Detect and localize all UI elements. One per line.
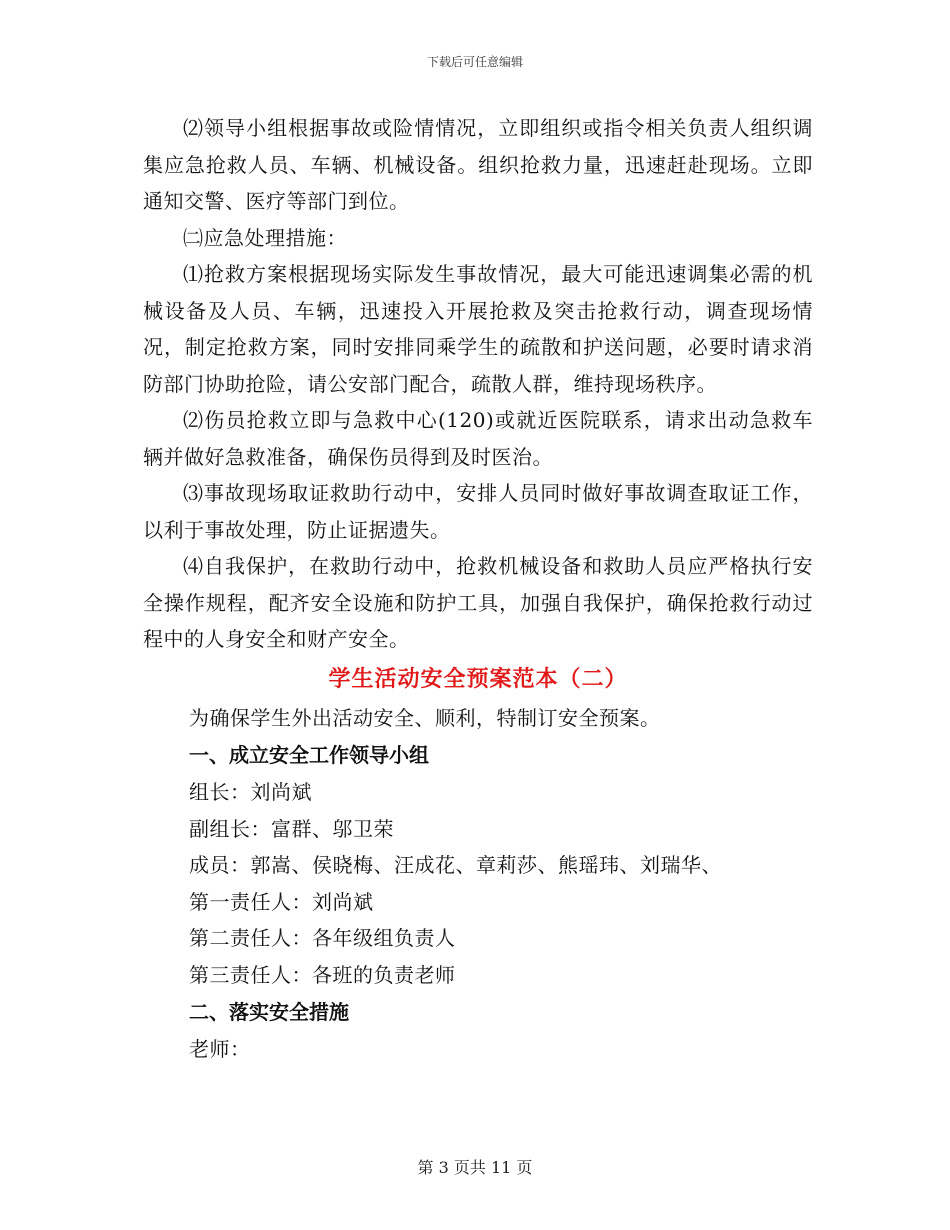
paragraph-emergency-measures-heading: ㈡应急处理措施： (183, 225, 347, 250)
paragraph-self-protection: ⑷自我保护，在救助行动中，抢救机械设备和救助人员应严格执行安全操作规程，配齐安全设施和防护工具，加强自我保护，确保抢救行动过程中的人身安全和财产安全。 (143, 554, 813, 651)
paragraph-rescue-plan: ⑴抢救方案根据现场实际发生事故情况，最大可能迅速调集必需的机械设备及人员、车辆，迅速投入开展抢救及突击抢救行动，调查现场情况，制定抢救方案，同时安排同乘学生的疏散和护送问题，必要时请求消防部门协助抢险，请公安部门配合，疏散人群，维持现场秩序。 (143, 262, 813, 396)
intro-paragraph: 为确保学生外出活动安全、顺利，特制订安全预案。 (189, 705, 661, 730)
member-line: 第二责任人：各年级组负责人 (189, 926, 456, 950)
member-line: 第三责任人：各班的负责老师 (189, 962, 456, 987)
header-note: 下载后可任意编辑 (426, 55, 523, 69)
member-line: 组长：刘尚斌 (189, 780, 312, 804)
paragraph-leader-group-action: ⑵领导小组根据事故或险情情况，立即组织或指令相关负责人组织调集应急抢救人员、车辆、机械设备。组织抢救力量，迅速赶赴现场。立即通知交警、医疗等部门到位。 (143, 116, 813, 213)
member-line: 第一责任人：刘尚斌 (189, 889, 374, 914)
paragraph-injured-rescue: ⑵伤员抢救立即与急救中心(120)或就近医院联系，请求出动急救车辆并做好急救准备，确保伤员得到及时医治。 (143, 408, 813, 469)
member-line: 副组长：富群、邬卫荣 (189, 816, 394, 841)
heading-leadership-group: 一、成立安全工作领导小组 (189, 743, 429, 767)
member-line: 成员：郭嵩、侯晓梅、汪成花、章莉莎、熊瑶玮、刘瑞华、 (189, 853, 722, 877)
teacher-label: 老师： (189, 1037, 251, 1061)
paragraph-evidence-collection: ⑶事故现场取证救助行动中，安排人员同时做好事故调查取证工作，以利于事故处理，防止证据遗失。 (143, 481, 813, 542)
document-body (143, 110, 813, 1068)
heading-safety-measures: 二、落实安全措施 (189, 1000, 349, 1024)
page-number: 第 3 页共 11 页 (417, 1158, 533, 1177)
section-title: 学生活动安全预案范本（二） (328, 666, 628, 692)
